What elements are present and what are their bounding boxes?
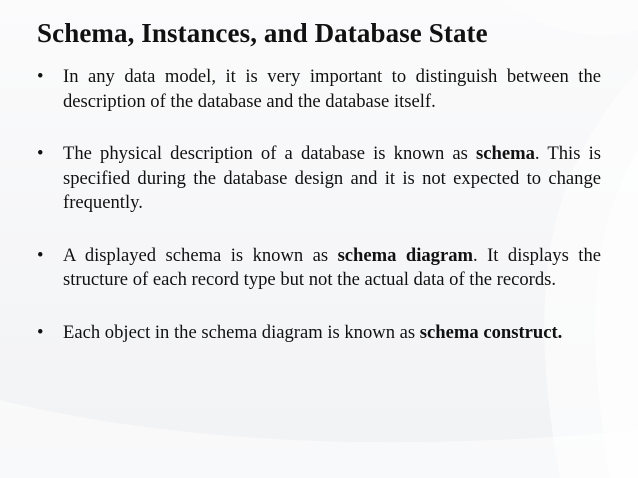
bullet-dot-icon: •	[37, 66, 44, 87]
bullet-text: A displayed schema is known as	[63, 244, 338, 266]
bullet-text: In any data model, it is very important to distinguish between the description of the database and the database itself.	[63, 66, 601, 112]
bullet-list	[37, 65, 601, 373]
bullet-text-cont: . It displays the structure of each record type but not the actual data of the records.	[63, 244, 601, 290]
slide-title: Schema, Instances, and Database State	[37, 18, 488, 48]
bullet-item-2	[37, 142, 601, 216]
bullet-text: The physical description of a database is known as	[63, 143, 477, 164]
bold-term-schema-construct: schema construct.	[419, 321, 563, 343]
bullet-item-4	[37, 321, 601, 346]
bold-term-schema: schema	[476, 143, 535, 164]
bullet-dot-icon: •	[37, 321, 44, 343]
bullet-dot-icon: •	[37, 143, 44, 164]
bullet-item-3	[37, 244, 601, 293]
bullet-item-1	[37, 65, 601, 114]
bullet-dot-icon: •	[37, 244, 44, 266]
bullet-text-cont: . This is specified during the database design and it is not expected to change frequently.	[63, 143, 601, 213]
bullet-text: Each object in the schema diagram is known as	[63, 321, 420, 343]
bold-term-schema-diagram: schema diagram	[337, 244, 474, 266]
